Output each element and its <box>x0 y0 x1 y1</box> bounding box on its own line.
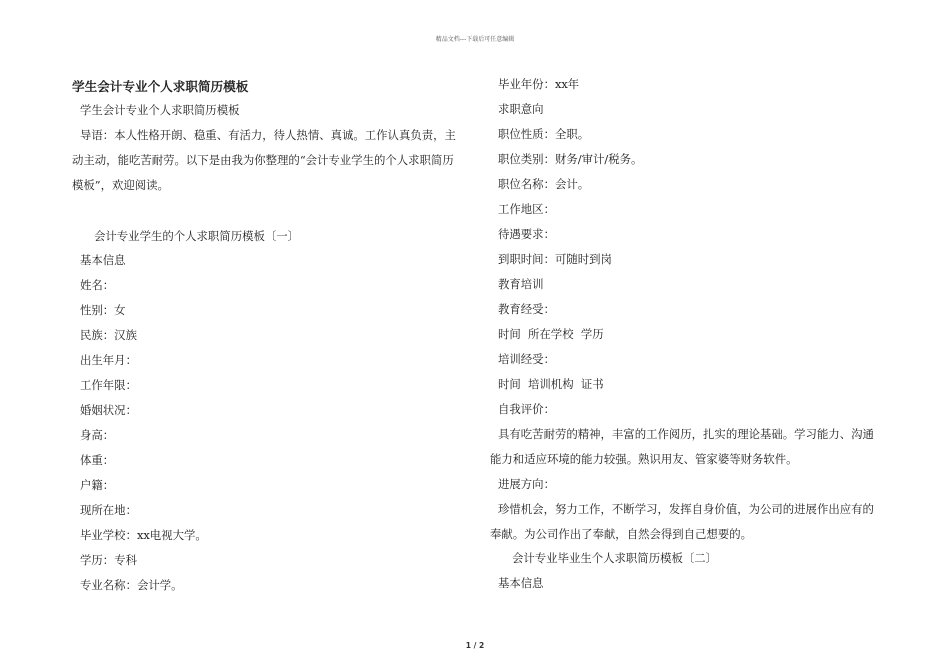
field-line: 学历：专科 <box>80 553 137 567</box>
document-title: 学生会计专业个人求职简历模板 <box>72 79 249 94</box>
direction-line: 奉献。为公司作出了奉献，自然会得到自己想要的。 <box>490 527 752 541</box>
field-line: 自我评价： <box>498 402 555 416</box>
field-line: 体重： <box>80 453 115 467</box>
field-line: 专业名称：会计学。 <box>80 578 183 592</box>
field-line: 基本信息 <box>498 576 544 590</box>
section-title: 会计专业毕业生个人求职简历模板〔二〕 <box>512 551 718 565</box>
field-line: 教育培训 <box>498 277 544 291</box>
field-line: 民族：汉族 <box>80 328 137 342</box>
intro-line: 导语：本人性格开朗、稳重、有活力，待人热情、真诚。工作认真负责，主 <box>80 128 456 142</box>
field-line: 职位性质：全职。 <box>498 127 590 141</box>
field-line: 基本信息 <box>80 253 126 267</box>
direction-line: 珍惜机会，努力工作，不断学习，发挥自身价值，为公司的进展作出应有的 <box>498 502 874 516</box>
field-line: 性别：女 <box>80 303 126 317</box>
field-line: 身高： <box>80 428 115 442</box>
field-line: 婚姻状况： <box>80 403 137 417</box>
intro-line: 模板”，欢迎阅读。 <box>72 178 169 192</box>
field-line: 教育经受： <box>498 302 555 316</box>
field-line: 求职意向 <box>498 102 544 116</box>
field-line: 姓名： <box>80 278 115 292</box>
field-line: 毕业学校：xx电视大学。 <box>80 528 207 542</box>
page-number: 1 / 2 <box>465 641 485 650</box>
field-line: 时间 培训机构 证书 <box>498 377 604 391</box>
self-eval-line: 能力和适应环境的能力较强。熟识用友、管家婆等财务软件。 <box>490 452 798 466</box>
field-line: 工作年限： <box>80 378 137 392</box>
field-line: 工作地区： <box>498 202 555 216</box>
field-line: 现所在地： <box>80 503 137 517</box>
field-line: 时间 所在学校 学历 <box>498 327 604 341</box>
field-line: 户籍： <box>80 478 115 492</box>
field-line: 培训经受： <box>498 352 555 366</box>
direction-label: 进展方向： <box>498 477 555 491</box>
section-title: 会计专业学生的个人求职简历模板〔一〕 <box>94 229 300 243</box>
field-line: 职位名称：会计。 <box>498 177 590 191</box>
field-line: 毕业年份：xx年 <box>498 77 580 91</box>
field-line: 到职时间：可随时到岗 <box>498 252 612 266</box>
self-eval-line: 具有吃苦耐劳的精神，丰富的工作阅历，扎实的理论基础。学习能力、沟通 <box>498 427 874 441</box>
subtitle: 学生会计专业个人求职简历模板 <box>80 103 240 117</box>
header-note: 精品文档---下载后可任意编辑 <box>435 36 515 43</box>
field-line: 职位类别：财务/审计/税务。 <box>498 152 643 166</box>
field-line: 出生年月： <box>80 353 137 367</box>
intro-line: 动主动，能吃苦耐劳。以下是由我为你整理的“会计专业学生的个人求职简历 <box>72 153 454 167</box>
field-line: 待遇要求： <box>498 227 555 241</box>
